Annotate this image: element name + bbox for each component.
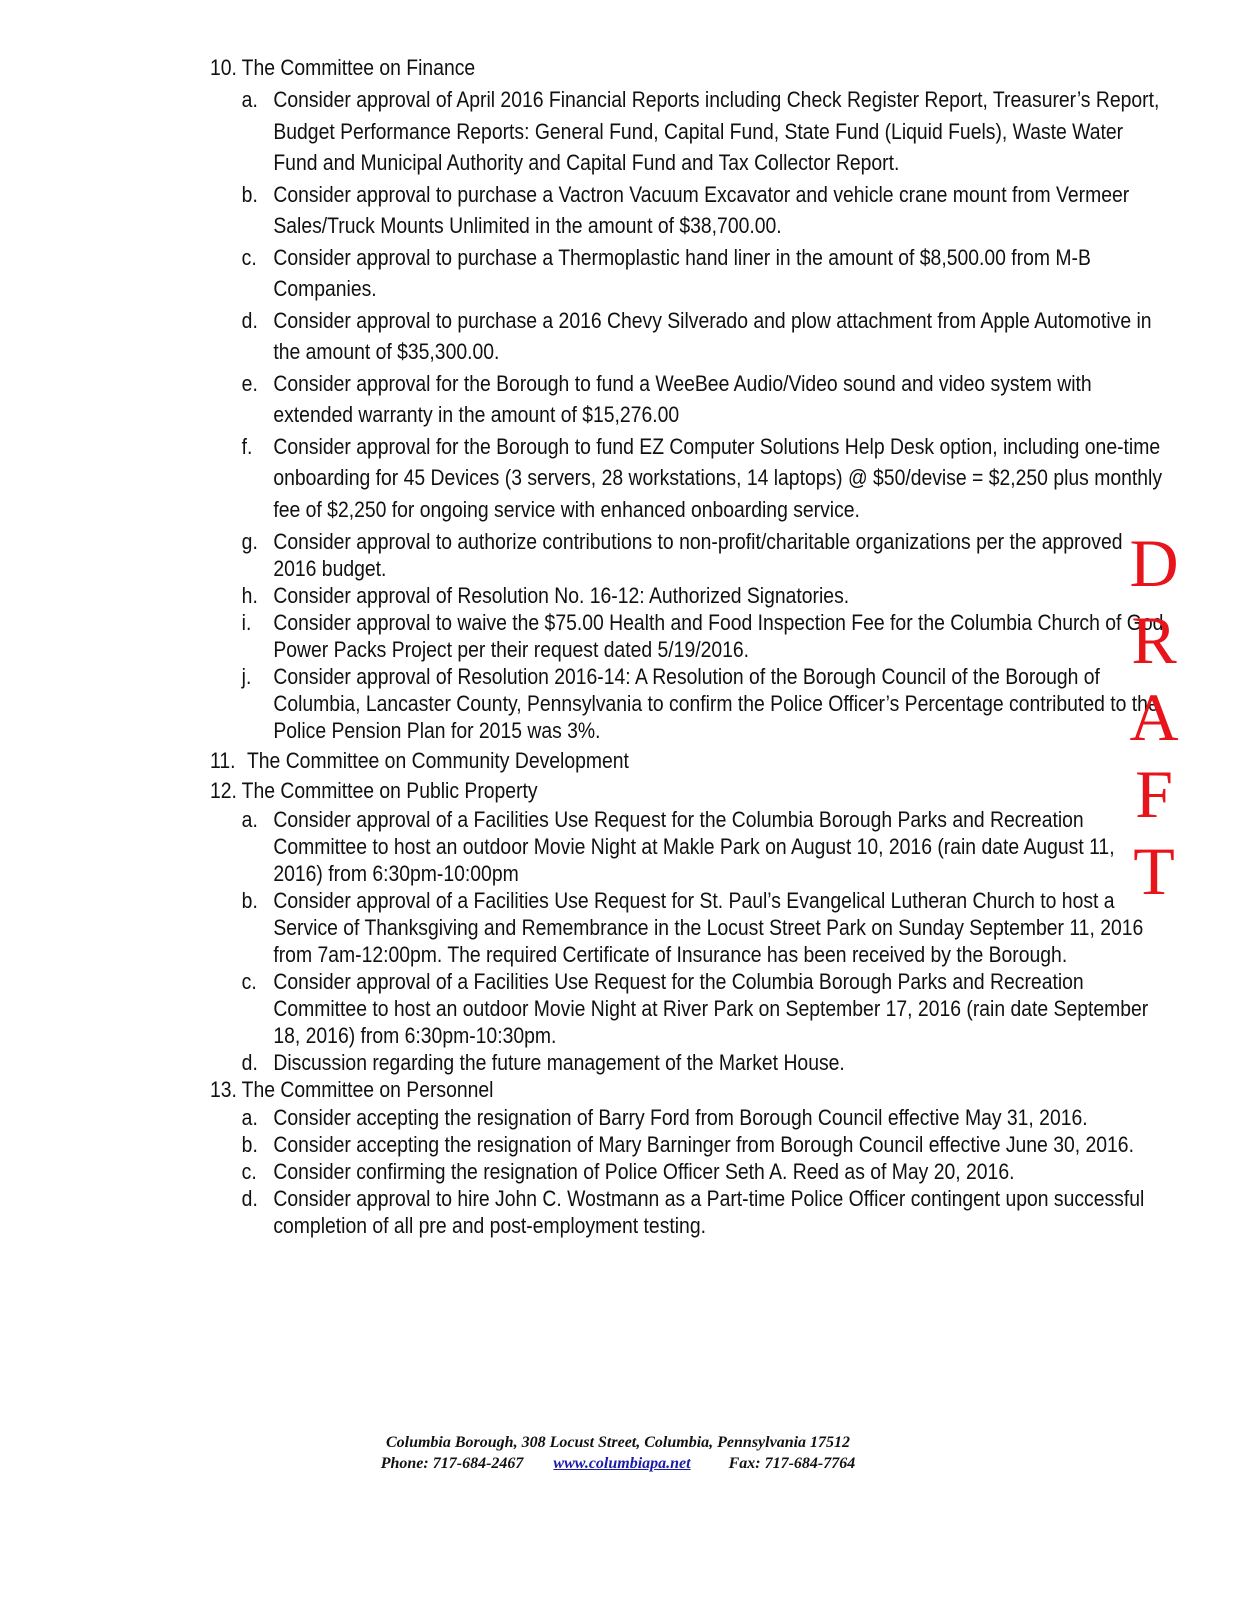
item-text: Consider confirming the resignation of Police Officer Seth A. Reed as of May 20, 2016. <box>273 1159 1015 1184</box>
section-number: 12. <box>210 778 237 803</box>
item-letter: c. <box>241 244 257 270</box>
item-letter: c. <box>241 1159 257 1184</box>
list-item <box>210 305 1168 368</box>
item-letter: c. <box>241 969 257 994</box>
watermark-letter: R <box>1131 602 1177 678</box>
item-letter: j. <box>241 664 252 689</box>
agenda-section-personnel <box>210 1076 1137 1104</box>
agenda-section-community-development <box>210 746 1142 775</box>
section-title: The Committee on Public Property <box>241 778 538 803</box>
finance-items <box>210 84 1164 744</box>
agenda <box>210 54 1164 1239</box>
public-property-items <box>210 806 1149 1076</box>
agenda-section-finance <box>210 54 1137 82</box>
item-letter: h. <box>241 583 258 608</box>
item-text: Consider approval to purchase a Vactron Vacuum Excavator and vehicle crane mount from Vermeer Sales/Truck Mounts Unlimited in the amount of $38,700.00. <box>273 181 1130 238</box>
list-item <box>210 1104 1168 1131</box>
list-item <box>210 887 1168 968</box>
footer-contact-line <box>0 1453 1236 1474</box>
watermark-letter: T <box>1133 833 1175 909</box>
section-number: 11. <box>210 748 236 773</box>
list-item <box>210 1049 1168 1076</box>
list-item <box>210 806 1168 887</box>
item-letter: a. <box>241 1105 258 1130</box>
item-letter: d. <box>241 1186 258 1211</box>
section-number: 13. <box>210 1077 237 1102</box>
list-item <box>210 528 1168 582</box>
item-text: Consider approval of April 2016 Financial Reports including Check Register Report, Treasurer’s Report, Budget Performance Reports: General Fund, Capital Fund, State Fund (Liquid Fuels), Waste Water Fund and Municipal Authority and Capital Fund and Tax Collector Report. <box>273 87 1160 175</box>
item-text: Consider accepting the resignation of Barry Ford from Borough Council effective May 31, 2016. <box>273 1105 1088 1130</box>
item-text: Consider approval to purchase a 2016 Chevy Silverado and plow attachment from Apple Automotive in the amount of $35,300.00. <box>273 307 1152 364</box>
section-title: The Committee on Finance <box>241 55 476 80</box>
list-item <box>210 84 1168 179</box>
draft-watermark <box>1112 525 1196 910</box>
watermark-letter: D <box>1129 525 1179 601</box>
item-letter: a. <box>241 87 258 112</box>
item-text: Consider accepting the resignation of Mary Barninger from Borough Council effective June 30, 2016. <box>273 1132 1134 1157</box>
list-item <box>210 1185 1168 1239</box>
item-letter: f. <box>241 433 253 459</box>
watermark-letter: F <box>1135 756 1173 832</box>
item-letter: d. <box>241 1050 258 1075</box>
list-item <box>210 1158 1168 1185</box>
item-letter: b. <box>241 888 258 913</box>
item-text: Consider approval of Resolution 2016-14: A Resolution of the Borough Council of the Borough of Columbia, Lancaster County, Pennsylvania to confirm the Police Officer’s Percentage contributed to the Police Pension Plan for 2015 was 3%. <box>273 664 1159 743</box>
list-item <box>210 179 1168 242</box>
item-letter: e. <box>241 370 258 396</box>
item-text: Consider approval for the Borough to fund a WeeBee Audio/Video sound and video system with extended warranty in the amount of $15,276.00 <box>273 370 1092 427</box>
list-item <box>210 968 1168 1049</box>
item-letter: g. <box>241 529 258 554</box>
item-text: Consider approval of Resolution No. 16-12: Authorized Signatories. <box>273 583 850 608</box>
item-text: Consider approval to authorize contributions to non-profit/charitable organizations per the approved 2016 budget. <box>273 529 1123 581</box>
section-number: 10. <box>210 55 237 80</box>
item-letter: d. <box>241 307 258 333</box>
footer-website-link[interactable]: www.columbiapa.net <box>553 1455 691 1472</box>
item-text: Consider approval to hire John C. Wostmann as a Part-time Police Officer contingent upon successful completion of all pre and post-employment testing. <box>273 1186 1145 1238</box>
item-letter: a. <box>241 807 258 832</box>
item-text: Consider approval of a Facilities Use Request for the Columbia Borough Parks and Recreation Committee to host an outdoor Movie Night at Makle Park on August 10, 2016 (rain date August 11, 2016) from 6:30pm-10:00pm <box>273 807 1115 886</box>
item-letter: b. <box>241 181 258 207</box>
footer-address: Columbia Borough, 308 Locust Street, Columbia, Pennsylvania 17512 <box>385 1434 851 1451</box>
list-item <box>210 431 1168 526</box>
section-title: The Committee on Personnel <box>241 1077 494 1102</box>
footer-fax: Fax: 717-684-7764 <box>728 1455 856 1472</box>
list-item <box>210 1131 1168 1158</box>
list-item <box>210 242 1168 305</box>
agenda-section-public-property <box>210 775 1137 806</box>
list-item <box>210 582 1168 609</box>
page-footer <box>0 1432 1236 1474</box>
item-letter: b. <box>241 1132 258 1157</box>
list-item <box>210 663 1168 744</box>
item-text: Consider approval of a Facilities Use Request for the Columbia Borough Parks and Recreation Committee to host an outdoor Movie Night at River Park on September 17, 2016 (rain date September 18, 2016) from 6:30pm-10:30pm. <box>273 969 1149 1048</box>
footer-phone: Phone: 717-684-2467 <box>380 1455 524 1472</box>
section-title: The Committee on Community Development <box>246 748 629 773</box>
item-text: Consider approval for the Borough to fund EZ Computer Solutions Help Desk option, including one-time onboarding for 45 Devices (3 servers, 28 workstations, 14 laptops) @ $50/devise = $2,250 plus monthly fee of $2,250 for ongoing service with enhanced onboarding service. <box>273 433 1163 522</box>
list-item <box>210 368 1168 431</box>
item-text: Consider approval to purchase a Thermoplastic hand liner in the amount of $8,500.00 from M-B Companies. <box>273 244 1091 301</box>
list-item <box>210 609 1168 663</box>
personnel-items <box>210 1104 1145 1239</box>
watermark-letter: A <box>1129 679 1179 755</box>
item-letter: i. <box>241 610 252 635</box>
item-text: Discussion regarding the future management of the Market House. <box>273 1050 845 1075</box>
item-text: Consider approval of a Facilities Use Request for St. Paul’s Evangelical Lutheran Church to host a Service of Thanksgiving and Remembrance in the Locust Street Park on Sunday September 11, 2016 from 7am-12:00pm. The required Certificate of Insurance has been received by the Borough. <box>273 888 1144 967</box>
item-text: Consider approval to waive the $75.00 Health and Food Inspection Fee for the Columbia Church of God Power Packs Project per their request dated 5/19/2016. <box>273 610 1164 662</box>
